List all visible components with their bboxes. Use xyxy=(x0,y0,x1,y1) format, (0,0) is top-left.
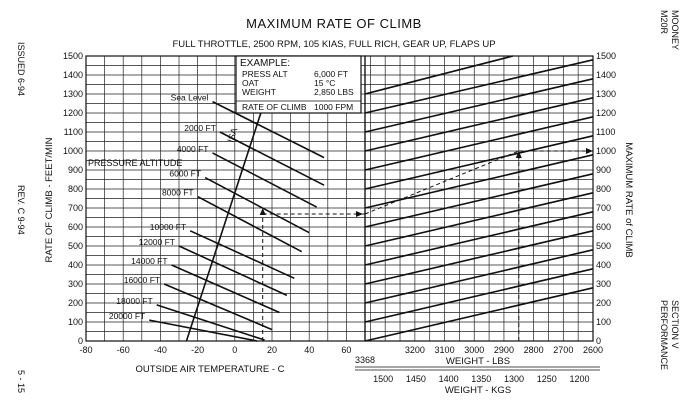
y-tick-left-1000: 1000 xyxy=(62,146,83,156)
x-tick-kgs-1350: 1350 xyxy=(471,374,492,384)
aircraft-model: M20R xyxy=(659,10,669,35)
section-name: PERFORMANCE xyxy=(659,300,669,371)
y-tick-left-200: 200 xyxy=(67,298,83,308)
y-tick-left-600: 600 xyxy=(67,222,83,232)
example-value-oat: 15 °C xyxy=(314,78,336,88)
y-tick-right-1500: 1500 xyxy=(596,51,617,61)
y-tick-right-1100: 1100 xyxy=(596,127,616,137)
y-tick-right-900: 900 xyxy=(596,165,612,175)
page-number: 5 - 15 xyxy=(16,370,26,394)
x-tick-kgs-1500: 1500 xyxy=(373,374,394,384)
x-tick-temp--60: -60 xyxy=(116,345,130,355)
x-axis-label-temperature: OUTSIDE AIR TEMPERATURE - C xyxy=(135,364,285,375)
y-tick-left-900: 900 xyxy=(67,165,83,175)
y-tick-right-1000: 1000 xyxy=(596,146,617,156)
y-tick-left-500: 500 xyxy=(67,241,83,251)
y-tick-left-400: 400 xyxy=(67,260,83,270)
y-tick-right-500: 500 xyxy=(596,241,612,251)
y-axis-label-right: MAXIMUM RATE of CLIMB xyxy=(623,142,634,258)
y-tick-right-300: 300 xyxy=(596,279,612,289)
section-number: SECTION V xyxy=(670,300,680,349)
example-box xyxy=(236,56,361,113)
y-tick-right-700: 700 xyxy=(596,203,612,213)
y-tick-left-1300: 1300 xyxy=(62,89,83,99)
curve-label-2000-ft: 2000 FT xyxy=(184,123,216,133)
x-tick-lbs-2700: 2700 xyxy=(553,345,574,355)
y-tick-right-1200: 1200 xyxy=(596,108,617,118)
y-tick-left-1400: 1400 xyxy=(62,70,83,80)
example-label-weight: WEIGHT xyxy=(242,87,276,97)
x-axis-label-weight-lbs: WEIGHT - LBS xyxy=(445,356,511,367)
chart-title: MAXIMUM RATE OF CLIMB xyxy=(246,16,422,31)
x-axis-label-weight-kgs: WEIGHT - KGS xyxy=(444,385,512,396)
y-tick-left-1100: 1100 xyxy=(63,127,83,137)
aircraft-make: MOONEY xyxy=(670,10,680,51)
y-tick-left-700: 700 xyxy=(67,203,83,213)
example-label-oat: OAT xyxy=(242,78,259,88)
x-tick-temp--80: -80 xyxy=(79,345,93,355)
pressure-altitude-label: PRESSURE ALTITUDE xyxy=(88,158,183,168)
isa-label: ISA xyxy=(225,126,240,144)
revision-note: REV. C 9-94 xyxy=(16,185,26,235)
example-label-press-alt: PRESS ALT xyxy=(242,69,288,79)
curve-label-12000-ft: 12000 FT xyxy=(138,237,175,247)
y-tick-left-1500: 1500 xyxy=(62,51,83,61)
x-tick-temp--20: -20 xyxy=(191,345,205,355)
x-tick-temp-20: 20 xyxy=(266,345,278,355)
curve-label-10000-ft: 10000 FT xyxy=(149,221,187,232)
x-tick-lbs-3000: 3000 xyxy=(464,345,485,355)
example-heading: EXAMPLE: xyxy=(240,58,291,69)
y-tick-left-0: 0 xyxy=(77,336,83,346)
y-axis-label-left: RATE OF CLIMB - FEET/MIN xyxy=(44,137,55,263)
y-tick-right-400: 400 xyxy=(596,260,612,270)
x-tick-kgs-1300: 1300 xyxy=(504,374,525,384)
curve-label-6000-ft: 6000 FT xyxy=(169,168,202,179)
y-tick-left-800: 800 xyxy=(67,184,83,194)
curve-label-20000-ft: 20000 FT xyxy=(108,311,146,322)
curve-label-16000-ft: 16000 FT xyxy=(123,275,161,285)
x-tick-lbs-3200: 3200 xyxy=(404,345,425,355)
y-tick-right-1300: 1300 xyxy=(596,89,617,99)
y-tick-right-0: 0 xyxy=(596,336,602,346)
x-tick-kgs-1200: 1200 xyxy=(569,374,590,384)
y-tick-right-800: 800 xyxy=(596,184,612,194)
chart-subtitle: FULL THROTTLE, 2500 RPM, 105 KIAS, FULL RICH, GEAR UP, FLAPS UP xyxy=(172,39,496,50)
y-tick-right-1400: 1400 xyxy=(596,70,617,80)
x-tick-lbs-3100: 3100 xyxy=(434,345,455,355)
y-tick-right-600: 600 xyxy=(596,222,612,232)
x-tick-temp-60: 60 xyxy=(341,345,352,355)
y-tick-left-1200: 1200 xyxy=(62,108,83,118)
example-result-label: RATE OF CLIMB xyxy=(242,102,307,112)
curve-label-8000-ft: 8000 FT xyxy=(161,187,194,198)
example-value-press-alt: 6,000 FT xyxy=(314,69,349,79)
x-tick-temp-40: 40 xyxy=(304,345,315,355)
x-tick-lbs-2900: 2900 xyxy=(493,345,514,355)
x-tick-kgs-1250: 1250 xyxy=(536,374,557,384)
curve-label-4000-ft: 4000 FT xyxy=(176,143,209,154)
x-tick-lbs-2600: 2600 xyxy=(582,345,604,355)
example-result-value: 1000 FPM xyxy=(314,102,354,112)
curve-label-14000-ft: 14000 FT xyxy=(131,256,168,266)
x-tick-kgs-1400: 1400 xyxy=(438,374,459,384)
x-tick-lbs-3368: 3368 xyxy=(354,355,376,365)
x-tick-temp-0: 0 xyxy=(232,345,238,355)
y-tick-right-100: 100 xyxy=(596,317,612,327)
y-tick-right-200: 200 xyxy=(596,298,612,308)
curve-label-sea-level: Sea Level xyxy=(170,92,209,103)
issued-note: ISSUED 6-94 xyxy=(16,42,26,97)
x-tick-kgs-1450: 1450 xyxy=(405,374,426,384)
example-value-weight: 2,850 LBS xyxy=(314,87,354,97)
y-tick-left-300: 300 xyxy=(67,279,83,289)
x-tick-temp--40: -40 xyxy=(153,345,167,355)
x-tick-lbs-2800: 2800 xyxy=(523,345,544,355)
curve-label-18000-ft: 18000 FT xyxy=(116,295,153,306)
y-tick-left-100: 100 xyxy=(67,317,83,327)
